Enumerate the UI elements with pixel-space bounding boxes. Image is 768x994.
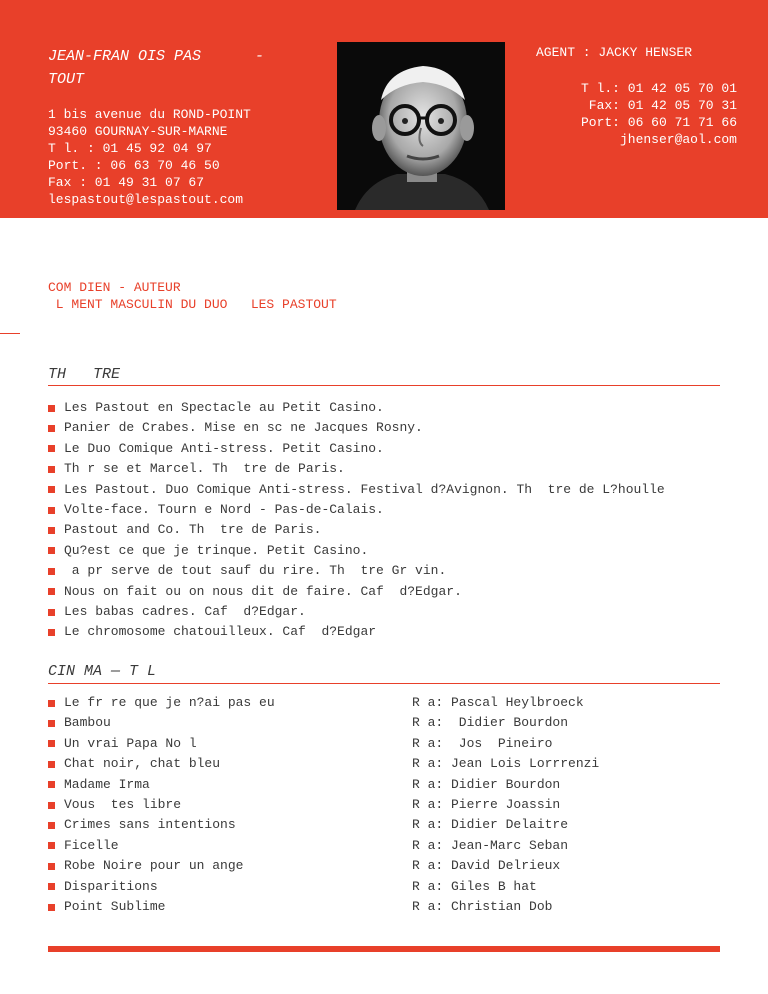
theatre-list bbox=[48, 398, 768, 643]
list-item-text: a pr serve de tout sauf du rire. Th tre Gr vin. bbox=[64, 563, 447, 579]
bullet-icon bbox=[48, 405, 55, 412]
list-item-text: Pastout and Co. Th tre de Paris. bbox=[64, 522, 322, 538]
theatre-rule bbox=[48, 385, 720, 386]
list-item bbox=[48, 775, 275, 795]
list-item-text: Le chromosome chatouilleux. Caf d?Edgar bbox=[64, 624, 377, 640]
list-item bbox=[48, 418, 768, 438]
actor-contact bbox=[48, 106, 251, 208]
postal-line: 93460 GOURNAY-SUR-MARNE bbox=[48, 124, 228, 139]
list-item bbox=[48, 836, 275, 856]
film-title: Un vrai Papa No l bbox=[64, 735, 197, 751]
mobile-line: Port. : 06 63 70 46 50 bbox=[48, 158, 220, 173]
film-title: Point Sublime bbox=[64, 898, 166, 914]
name-line-1: JEAN-FRAN OIS PAS - bbox=[48, 48, 265, 65]
list-item bbox=[48, 582, 768, 602]
role-title: COM DIEN - AUTEUR bbox=[48, 280, 181, 295]
film-title: Disparitions bbox=[64, 878, 158, 894]
portrait-photo bbox=[337, 42, 505, 210]
bullet-icon bbox=[48, 547, 55, 554]
list-item-text: Panier de Crabes. Mise en sc ne Jacques Rosny. bbox=[64, 420, 423, 436]
actor-name bbox=[48, 45, 288, 91]
margin-tick bbox=[0, 333, 20, 334]
list-item bbox=[48, 795, 275, 815]
bullet-icon bbox=[48, 802, 55, 809]
list-item bbox=[48, 856, 275, 876]
list-item bbox=[48, 520, 768, 540]
bullet-icon bbox=[48, 527, 55, 534]
list-item bbox=[48, 815, 275, 835]
director-item: R a: Jean Lois Lorrrenzi bbox=[412, 756, 600, 772]
list-item bbox=[48, 602, 768, 622]
bullet-icon bbox=[48, 507, 55, 514]
fax-line: Fax : 01 49 31 07 67 bbox=[48, 175, 205, 190]
list-item bbox=[48, 713, 275, 733]
list-item bbox=[48, 459, 768, 479]
bullet-icon bbox=[48, 761, 55, 768]
bullet-icon bbox=[48, 629, 55, 636]
bullet-icon bbox=[48, 863, 55, 870]
list-item-text: Les Pastout. Duo Comique Anti-stress. Festival d?Avignon. Th tre de L?houlle bbox=[64, 481, 665, 497]
theatre-heading: TH TRE bbox=[48, 366, 121, 383]
bullet-icon bbox=[48, 568, 55, 575]
agent-mobile: Port: 06 60 71 71 66 bbox=[580, 115, 737, 130]
bullet-icon bbox=[48, 781, 55, 788]
role-subtitle: L MENT MASCULIN DU DUO LES PASTOUT bbox=[48, 297, 337, 312]
bullet-icon bbox=[48, 486, 55, 493]
list-item bbox=[48, 439, 768, 459]
director-item: R a: Didier Bourdon bbox=[412, 715, 569, 731]
list-item-text: Le Duo Comique Anti-stress. Petit Casino. bbox=[64, 440, 384, 456]
film-title: Ficelle bbox=[64, 837, 119, 853]
agent-contact bbox=[581, 80, 737, 148]
film-title: Robe Noire pour un ange bbox=[64, 858, 244, 874]
list-item bbox=[48, 622, 768, 642]
list-item bbox=[48, 693, 275, 713]
list-item bbox=[48, 500, 768, 520]
list-item bbox=[48, 734, 275, 754]
list-item-text: Qu?est ce que je trinque. Petit Casino. bbox=[64, 542, 369, 558]
bullet-icon bbox=[48, 445, 55, 452]
bullet-icon bbox=[48, 466, 55, 473]
agent-phone: T l.: 01 42 05 70 01 bbox=[580, 81, 737, 96]
header-banner bbox=[0, 0, 768, 218]
bullet-icon bbox=[48, 740, 55, 747]
bullet-icon bbox=[48, 425, 55, 432]
cinema-heading: CIN MA — T L bbox=[48, 663, 157, 680]
bullet-icon bbox=[48, 822, 55, 829]
list-item bbox=[48, 541, 768, 561]
director-list bbox=[412, 693, 599, 917]
agent-email[interactable]: jhenser@aol.com bbox=[619, 132, 737, 147]
director-item: R a: Christian Dob bbox=[412, 898, 553, 914]
name-line-2: TOUT bbox=[48, 71, 85, 88]
list-item bbox=[48, 877, 275, 897]
bullet-icon bbox=[48, 609, 55, 616]
film-title: Le fr re que je n?ai pas eu bbox=[64, 695, 275, 710]
bullet-icon bbox=[48, 588, 55, 595]
film-title: Crimes sans intentions bbox=[64, 817, 236, 833]
phone-line: T l. : 01 45 92 04 97 bbox=[48, 141, 212, 156]
director-item: R a: Pascal Heylbroeck bbox=[412, 695, 584, 710]
address-line: 1 bis avenue du ROND-POINT bbox=[48, 107, 251, 122]
bullet-icon bbox=[48, 842, 55, 849]
director-item: R a: Didier Delaitre bbox=[412, 817, 569, 833]
email-line[interactable]: lespastout@lespastout.com bbox=[48, 192, 244, 207]
role-block bbox=[48, 279, 337, 313]
list-item-text: Les babas cadres. Caf d?Edgar. bbox=[64, 603, 306, 619]
list-item bbox=[48, 897, 275, 917]
film-title: Chat noir, chat bleu bbox=[64, 756, 221, 772]
list-item bbox=[48, 561, 768, 581]
list-item-text: Les Pastout en Spectacle au Petit Casino. bbox=[64, 400, 384, 415]
list-item-text: Th r se et Marcel. Th tre de Paris. bbox=[64, 461, 345, 477]
bullet-icon bbox=[48, 904, 55, 911]
film-title: Bambou bbox=[64, 715, 111, 731]
agent-title: AGENT : JACKY HENSER bbox=[536, 45, 693, 60]
list-item-text: Volte-face. Tourn e Nord - Pas-de-Calais. bbox=[64, 501, 384, 517]
footer-bar bbox=[48, 946, 720, 952]
list-item bbox=[48, 754, 275, 774]
director-item: R a: Jean-Marc Seban bbox=[412, 837, 569, 853]
cinema-rule bbox=[48, 683, 720, 684]
director-item: R a: Giles B hat bbox=[412, 878, 537, 894]
bullet-icon bbox=[48, 883, 55, 890]
director-item: R a: Jos Pineiro bbox=[412, 735, 553, 751]
list-item bbox=[48, 480, 768, 500]
cinema-list bbox=[48, 693, 275, 917]
list-item bbox=[48, 398, 768, 418]
director-item: R a: David Delrieux bbox=[412, 858, 561, 874]
film-title: Madame Irma bbox=[64, 776, 150, 792]
agent-fax: Fax: 01 42 05 70 31 bbox=[588, 98, 737, 113]
bullet-icon bbox=[48, 720, 55, 727]
director-item: R a: Didier Bourdon bbox=[412, 776, 561, 792]
list-item-text: Nous on fait ou on nous dit de faire. Caf d?Edgar. bbox=[64, 583, 462, 599]
bullet-icon bbox=[48, 700, 55, 707]
director-item: R a: Pierre Joassin bbox=[412, 796, 561, 812]
film-title: Vous tes libre bbox=[64, 796, 182, 812]
